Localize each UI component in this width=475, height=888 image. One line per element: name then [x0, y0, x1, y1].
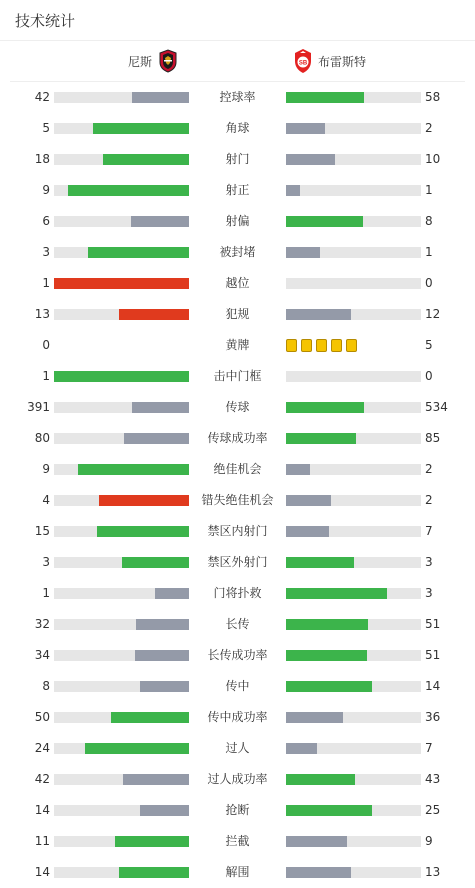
away-value: 3 [425, 586, 433, 600]
stat-label: 过人 [225, 741, 250, 755]
away-bar-track [286, 774, 421, 785]
away-value: 13 [425, 865, 441, 879]
away-bar-fill [286, 247, 320, 258]
home-value: 80 [34, 431, 50, 445]
away-bar-track [286, 154, 421, 165]
home-value: 391 [27, 400, 50, 414]
stat-label: 绝佳机会 [213, 462, 262, 476]
away-bar-track [286, 402, 421, 413]
away-bar-track [286, 588, 421, 599]
stat-label: 黄牌 [225, 338, 250, 352]
stat-label: 解围 [225, 865, 250, 879]
away-bar-track [286, 309, 421, 320]
away-bar-track [286, 650, 421, 661]
away-value: 12 [425, 307, 441, 321]
away-bar-fill [286, 464, 310, 475]
home-bar-track [54, 185, 189, 196]
home-bar-track [54, 495, 189, 506]
away-value: 36 [425, 710, 441, 724]
home-value: 1 [42, 276, 50, 290]
away-value: 7 [425, 741, 433, 755]
home-value: 24 [34, 741, 50, 755]
svg-text:SB: SB [298, 60, 308, 67]
away-bar-fill [286, 712, 343, 723]
away-value: 10 [425, 152, 441, 166]
home-value: 42 [34, 90, 50, 104]
away-team-name: 布雷斯特 [318, 54, 367, 69]
away-value: 8 [425, 214, 433, 228]
home-bar-track [54, 371, 189, 382]
stats-list [0, 82, 475, 888]
home-value: 5 [42, 121, 50, 135]
yellow-card-icon [331, 339, 342, 352]
home-value: 18 [34, 152, 50, 166]
stat-row [0, 702, 475, 733]
home-value: 34 [34, 648, 50, 662]
home-team-crest-icon [158, 49, 178, 73]
page-title: 技术统计 [15, 11, 76, 30]
stat-label: 射门 [225, 152, 250, 166]
away-bar-track [286, 805, 421, 816]
home-bar-fill [124, 433, 189, 444]
away-bar-fill [286, 402, 364, 413]
stat-label: 禁区外射门 [207, 555, 268, 569]
away-bar-fill [286, 836, 347, 847]
stat-row [0, 547, 475, 578]
away-bar-fill [286, 867, 351, 878]
page-header [0, 0, 475, 41]
home-team-name: 尼斯 [127, 54, 152, 69]
stat-label: 控球率 [219, 90, 256, 104]
stat-label: 错失绝佳机会 [201, 493, 274, 507]
home-bar-fill [93, 123, 189, 134]
home-bar-track [54, 774, 189, 785]
home-bar-fill [123, 774, 189, 785]
home-value: 9 [42, 462, 50, 476]
stat-row [0, 671, 475, 702]
away-bar-fill [286, 309, 351, 320]
home-bar-track [54, 309, 189, 320]
stat-label: 抢断 [225, 803, 250, 817]
away-bar-track [286, 371, 421, 382]
home-bar-fill [140, 805, 189, 816]
home-bar-track [54, 557, 189, 568]
stat-row [0, 82, 475, 113]
away-bar-track [286, 836, 421, 847]
away-value: 534 [425, 400, 448, 414]
home-bar-fill [140, 681, 189, 692]
home-bar-fill [103, 154, 189, 165]
home-value: 3 [42, 555, 50, 569]
yellow-card-icon [346, 339, 357, 352]
away-bar-fill [286, 154, 335, 165]
away-bar-track [286, 464, 421, 475]
away-value: 14 [425, 679, 441, 693]
away-bar-fill [286, 619, 368, 630]
teams-header [10, 41, 465, 82]
away-value: 85 [425, 431, 441, 445]
stat-label: 射正 [225, 183, 250, 197]
stat-row [0, 609, 475, 640]
home-value: 42 [34, 772, 50, 786]
away-bar-fill [286, 650, 367, 661]
stat-label: 长传 [225, 617, 250, 631]
away-bar-track [286, 247, 421, 258]
home-value: 1 [42, 586, 50, 600]
home-bar-fill [155, 588, 189, 599]
away-value: 0 [425, 276, 433, 290]
away-bar-track [286, 743, 421, 754]
away-bar-fill [286, 92, 364, 103]
away-value: 2 [425, 493, 433, 507]
stat-row [0, 175, 475, 206]
stat-row [0, 485, 475, 516]
away-bar-fill [286, 185, 300, 196]
away-value: 3 [425, 555, 433, 569]
home-value: 4 [42, 493, 50, 507]
home-bar-track [54, 154, 189, 165]
stat-row [0, 299, 475, 330]
away-value: 2 [425, 462, 433, 476]
home-bar-fill [111, 712, 189, 723]
away-bar-track [286, 123, 421, 134]
yellow-card-icon [316, 339, 327, 352]
stat-row [0, 454, 475, 485]
home-bar-fill [85, 743, 189, 754]
home-value: 14 [34, 803, 50, 817]
away-bar-fill [286, 433, 356, 444]
away-value: 5 [425, 338, 433, 352]
home-bar-track [54, 867, 189, 878]
home-value: 11 [34, 834, 50, 848]
home-bar-track [54, 526, 189, 537]
away-bar-fill [286, 526, 329, 537]
stat-label: 角球 [225, 121, 250, 135]
away-value: 51 [425, 648, 441, 662]
away-bar-fill [286, 216, 363, 227]
home-bar-track [54, 216, 189, 227]
home-bar-fill [97, 526, 189, 537]
away-team-crest-icon [292, 48, 314, 74]
home-bar-track [54, 464, 189, 475]
away-value: 0 [425, 369, 433, 383]
home-bar-track [54, 805, 189, 816]
away-bar-fill [286, 805, 372, 816]
home-bar-fill [119, 309, 189, 320]
away-bar-track [286, 681, 421, 692]
home-bar-fill [132, 92, 189, 103]
home-bar-track [54, 247, 189, 258]
stat-label: 过人成功率 [207, 772, 268, 786]
away-yellow-cards [286, 339, 357, 352]
away-bar-track [286, 433, 421, 444]
home-bar-track [54, 836, 189, 847]
away-bar-fill [286, 743, 317, 754]
stat-row [0, 826, 475, 857]
away-bar-track [286, 216, 421, 227]
away-bar-track [286, 526, 421, 537]
stat-label: 传球 [225, 400, 250, 414]
stat-row [0, 113, 475, 144]
stat-label: 射偏 [225, 214, 250, 228]
home-value: 1 [42, 369, 50, 383]
yellow-card-icon [286, 339, 297, 352]
home-bar-track [54, 743, 189, 754]
home-bar-track [54, 92, 189, 103]
stat-row [0, 640, 475, 671]
home-bar-track [54, 681, 189, 692]
stat-label: 传中 [225, 679, 250, 693]
stat-label: 传中成功率 [207, 710, 268, 724]
away-bar-track [286, 495, 421, 506]
away-value: 1 [425, 183, 433, 197]
home-bar-fill [78, 464, 189, 475]
stat-label: 击中门框 [213, 369, 262, 383]
away-bar-fill [286, 557, 354, 568]
home-bar-track [54, 278, 189, 289]
home-bar-fill [136, 619, 189, 630]
home-bar-fill [115, 836, 189, 847]
away-bar-fill [286, 588, 387, 599]
stat-label: 禁区内射门 [207, 524, 268, 538]
home-bar-fill [122, 557, 190, 568]
home-bar-track [54, 433, 189, 444]
away-bar-track [286, 867, 421, 878]
away-bar-fill [286, 774, 355, 785]
stat-row [0, 144, 475, 175]
home-bar-track [54, 650, 189, 661]
stat-row [0, 206, 475, 237]
home-bar-fill [88, 247, 189, 258]
stat-row [0, 268, 475, 299]
home-bar-fill [119, 867, 189, 878]
stat-row [0, 578, 475, 609]
stat-row [0, 733, 475, 764]
stat-row [0, 795, 475, 826]
home-value: 13 [34, 307, 50, 321]
stat-label: 门将扑救 [213, 586, 262, 600]
stat-label: 拦截 [225, 834, 250, 848]
home-value: 6 [42, 214, 50, 228]
away-bar-track [286, 619, 421, 630]
away-bar-track [286, 557, 421, 568]
away-bar-track [286, 278, 421, 289]
home-bar-fill [135, 650, 189, 661]
away-bar-fill [286, 123, 325, 134]
home-bar-fill [132, 402, 189, 413]
home-value: 3 [42, 245, 50, 259]
stat-row [0, 764, 475, 795]
home-value: 15 [34, 524, 50, 538]
away-value: 43 [425, 772, 441, 786]
home-bar-fill [54, 371, 189, 382]
home-bar-fill [54, 278, 189, 289]
stat-row [0, 237, 475, 268]
stat-label: 传球成功率 [207, 431, 268, 445]
home-bar-track [54, 619, 189, 630]
home-bar-track [54, 712, 189, 723]
home-value: 9 [42, 183, 50, 197]
home-value: 50 [34, 710, 50, 724]
away-bar-fill [286, 681, 372, 692]
home-bar-track [54, 588, 189, 599]
stat-label: 被封堵 [219, 245, 256, 259]
stat-row [0, 392, 475, 423]
away-bar-track [286, 712, 421, 723]
stat-row [0, 361, 475, 392]
away-value: 51 [425, 617, 441, 631]
home-bar-track [54, 402, 189, 413]
home-bar-fill [131, 216, 189, 227]
home-team[interactable] [128, 41, 178, 81]
yellow-card-icon [301, 339, 312, 352]
away-bar-track [286, 92, 421, 103]
away-bar-track [286, 185, 421, 196]
home-bar-fill [68, 185, 190, 196]
stat-label: 犯规 [225, 307, 250, 321]
home-bar-track [54, 123, 189, 134]
away-value: 1 [425, 245, 433, 259]
stat-row [0, 516, 475, 547]
home-bar-fill [99, 495, 189, 506]
stat-row [0, 330, 475, 361]
stat-label: 越位 [225, 276, 250, 290]
away-value: 7 [425, 524, 433, 538]
home-value: 8 [42, 679, 50, 693]
stat-row [0, 857, 475, 888]
stat-label: 长传成功率 [207, 648, 268, 662]
away-value: 2 [425, 121, 433, 135]
stat-row [0, 423, 475, 454]
away-team[interactable] [292, 41, 366, 81]
away-value: 58 [425, 90, 441, 104]
away-bar-fill [286, 495, 331, 506]
home-value: 32 [34, 617, 50, 631]
away-value: 25 [425, 803, 441, 817]
home-value: 14 [34, 865, 50, 879]
home-value: 0 [42, 338, 50, 352]
away-value: 9 [425, 834, 433, 848]
